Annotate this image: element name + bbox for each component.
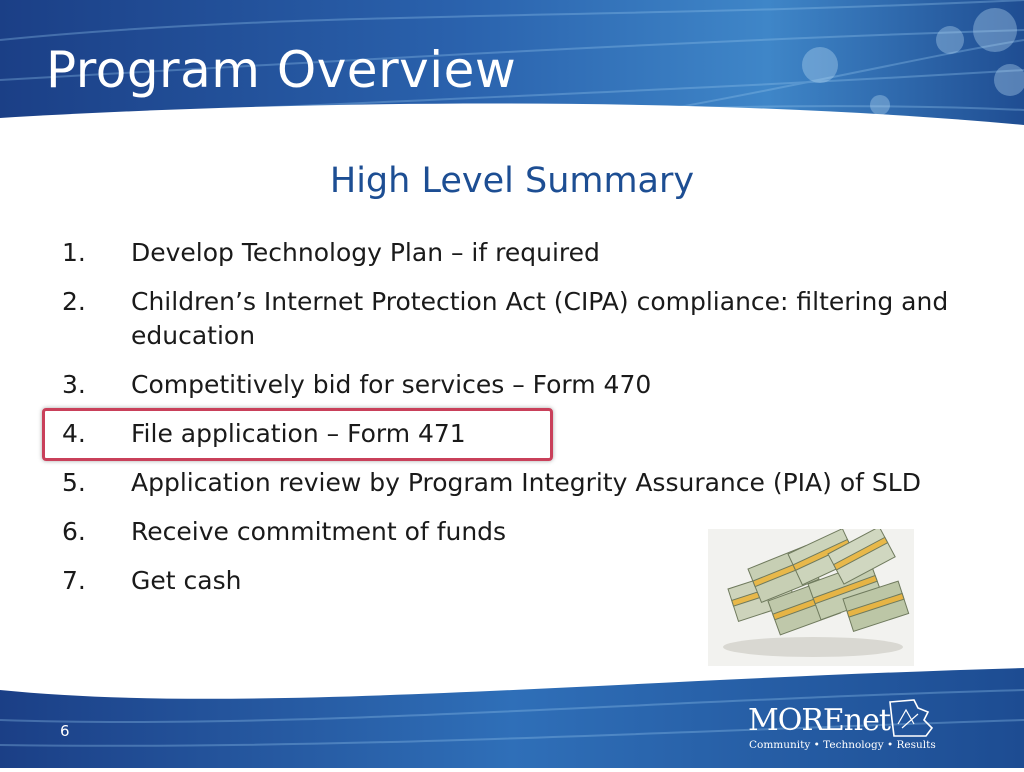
missouri-state-icon	[884, 694, 938, 738]
list-item-number: 7.	[62, 566, 86, 595]
list-item-text: Develop Technology Plan – if required	[131, 238, 600, 267]
money-stack-illustration	[708, 529, 914, 666]
list-item-text: Receive commitment of funds	[131, 517, 507, 546]
list-item-number: 2.	[62, 287, 86, 316]
logo-wordmark: MOREnet	[748, 703, 890, 738]
list-item-text: Get cash	[131, 566, 242, 595]
slide-subtitle	[0, 156, 1024, 206]
list-item-text: File application – Form 471	[131, 419, 466, 448]
morenet-logo	[748, 694, 938, 760]
list-item-text: Competitively bid for services – Form 470	[131, 370, 652, 399]
list-item-number: 5.	[62, 468, 86, 497]
slide-title: Program Overview	[46, 41, 517, 99]
list-item	[62, 466, 962, 500]
list-item-text: Application review by Program Integrity Assurance (PIA) of SLD	[131, 468, 921, 497]
logo-tagline: Community • Technology • Results	[749, 739, 936, 751]
list-item-number: 1.	[62, 238, 86, 267]
list-item-text: Children’s Internet Protection Act (CIPA) compliance: filtering and education	[131, 287, 949, 350]
list-item-number: 6.	[62, 517, 86, 546]
list-item	[62, 285, 962, 353]
list-item-number: 4.	[62, 419, 86, 448]
money-stack-image	[708, 529, 914, 666]
list-item	[62, 368, 962, 402]
list-item	[62, 236, 962, 270]
list-item-number: 3.	[62, 370, 86, 399]
page-number: 6	[60, 722, 70, 740]
subtitle-text: High Level Summary	[329, 161, 695, 201]
highlight-box	[42, 408, 553, 461]
